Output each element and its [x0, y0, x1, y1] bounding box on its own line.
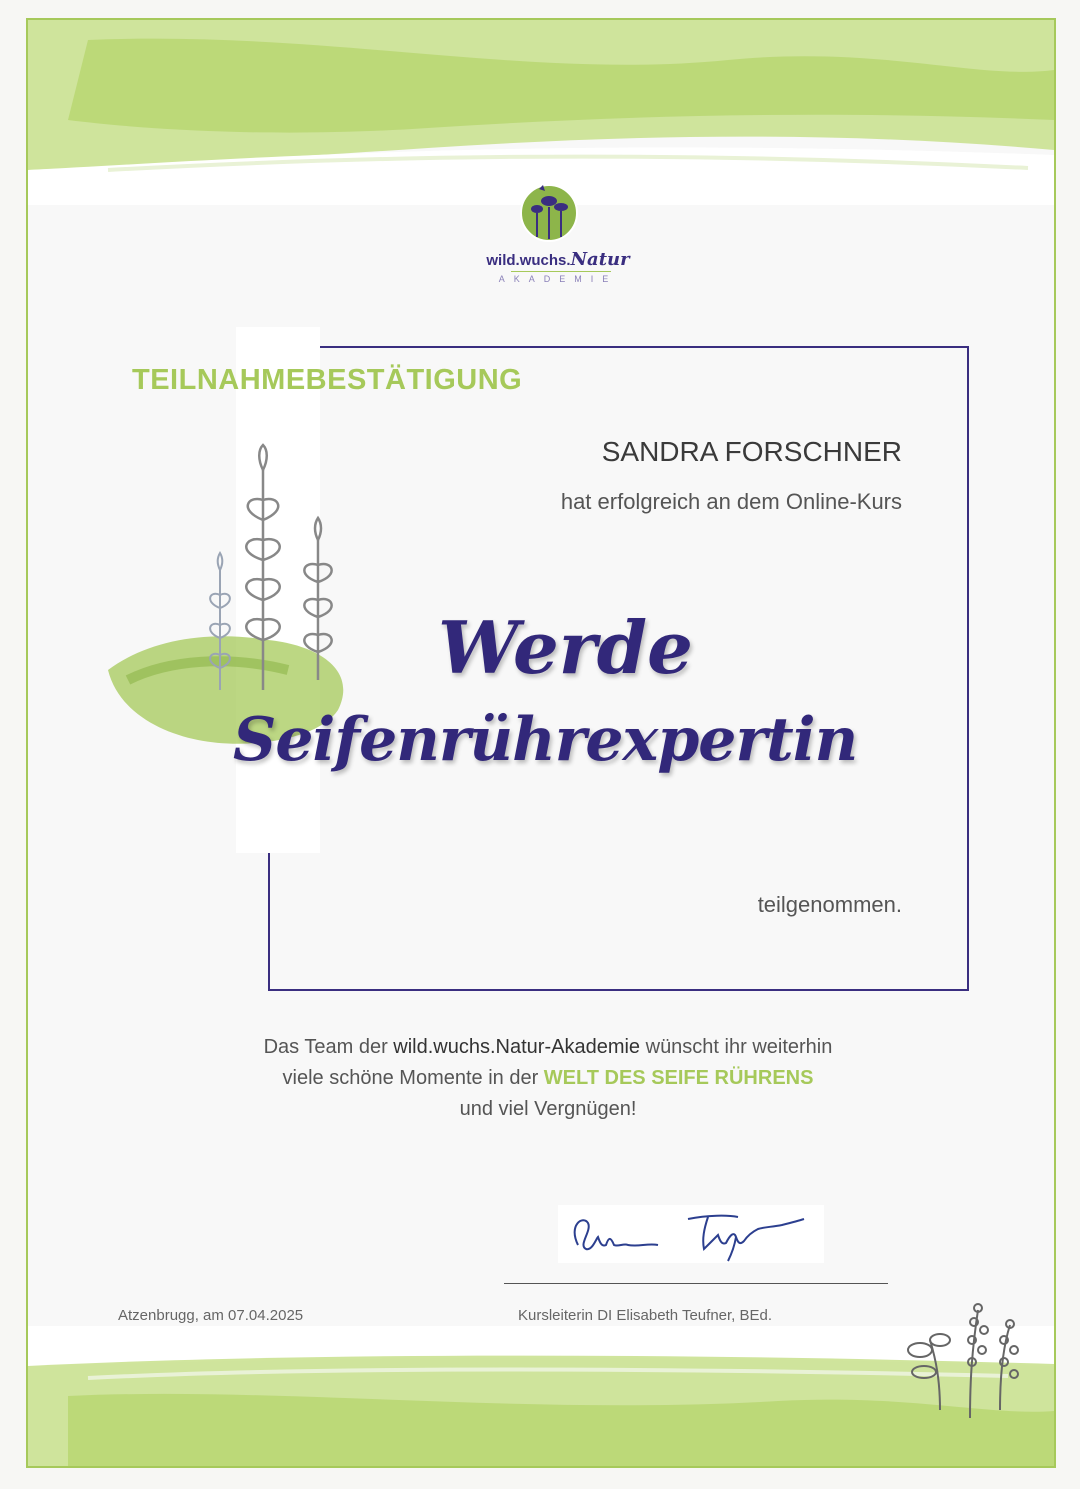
wishes-part2: wünscht ihr weiterhin	[640, 1036, 833, 1058]
instructor-name: Kursleiterin DI Elisabeth Teufner, BEd.	[518, 1307, 773, 1324]
wishes-paragraph	[148, 1032, 948, 1125]
outro-text: teilgenommen.	[757, 892, 902, 917]
wishes-part3: viele schöne Momente in der	[282, 1067, 544, 1089]
logo-word-natur: Natur	[570, 249, 630, 270]
wishes-part1: Das Team der	[263, 1036, 394, 1058]
academy-name: wild.wuchs.Natur-Akademie	[393, 1036, 641, 1058]
course-title-line2: Seifenrührexpertin	[233, 705, 858, 775]
certificate-page	[26, 18, 1056, 1468]
signature-image	[558, 1205, 824, 1263]
place-and-date: Atzenbrugg, am 07.04.2025	[118, 1307, 304, 1324]
logo-subline: AKADEMIE	[498, 274, 618, 284]
logo-word-main: wild.wuchs.	[486, 252, 571, 269]
course-title	[178, 605, 938, 845]
participant-name: SANDRA FORSCHNER	[601, 436, 902, 467]
course-title-line1: Werde	[438, 605, 693, 690]
wishes-part4: und viel Vergnügen!	[459, 1098, 637, 1120]
world-highlight: WELT DES SEIFE RÜHRENS	[543, 1067, 814, 1089]
signature-line	[504, 1283, 888, 1284]
certificate-heading: TEILNAHMEBESTÄTIGUNG	[132, 364, 523, 396]
academy-logo	[483, 175, 633, 305]
logo-wordmark	[483, 249, 633, 270]
intro-text: hat erfolgreich an dem Online-Kurs	[560, 489, 902, 514]
herb-sprig-icon	[900, 1300, 1030, 1420]
logo-divider	[511, 271, 611, 272]
flower-logo-icon	[517, 179, 581, 243]
